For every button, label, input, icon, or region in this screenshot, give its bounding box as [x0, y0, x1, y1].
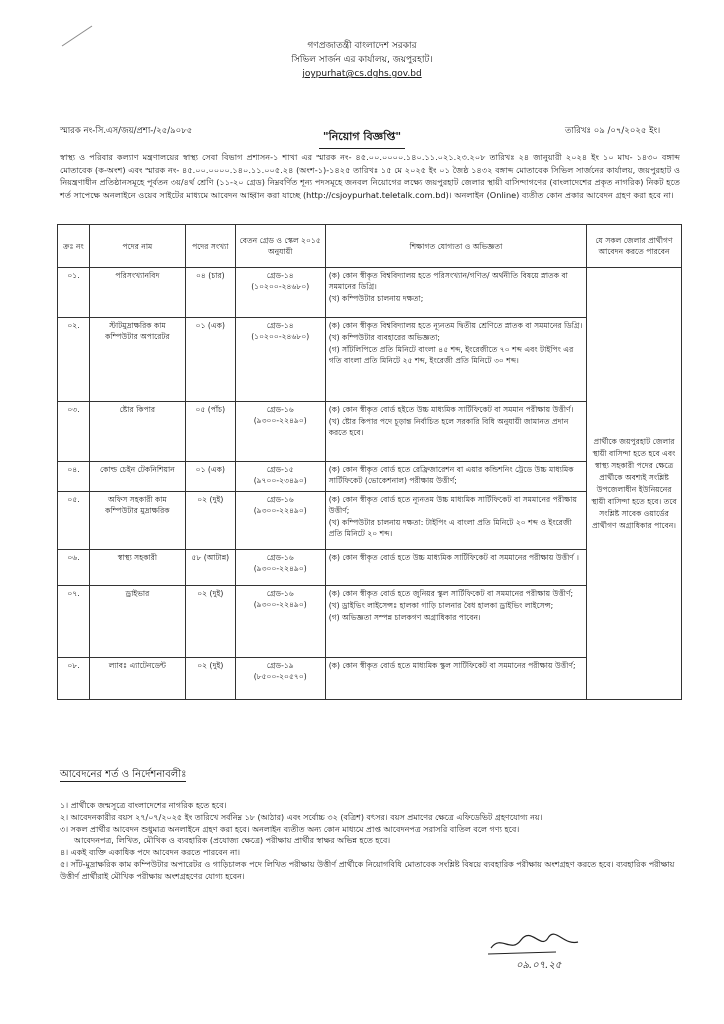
cell-post: স্বাস্থ্য সহকারী: [89, 550, 185, 586]
col-header-eligibility: যে সকল জেলার প্রার্থীগণ আবেদন করতে পারবেন: [587, 225, 682, 268]
header-line-1: গণপ্রজাতন্ত্রী বাংলাদেশ সরকার: [307, 41, 417, 51]
cell-count: ০২ (দুই): [185, 658, 235, 700]
cell-post: ড্রাইভার: [89, 586, 185, 658]
col-header-serial: ক্রঃ নং: [58, 225, 90, 268]
col-header-post: পদের নাম: [89, 225, 185, 268]
cell-count: ০৫ (পাঁচ): [185, 402, 235, 462]
list-item: আবেদনপত্র, লিখিত, মৌখিক ও ব্যবহারিক (প্রযোজ্য ক্ষেত্রে) পরীক্ষায় প্রার্থীর স্বাক্ষর অভিন্ন হতে হবে।: [74, 836, 391, 846]
cell-post: পরিসংখ্যানবিদ: [89, 268, 185, 318]
col-header-grade: বেতন গ্রেড ও স্কেল ২০১৫ অনুযায়ী: [235, 225, 325, 268]
conditions-heading: আবেদনের শর্ত ও নির্দেশনাবলীঃ: [60, 769, 187, 780]
cell-serial: ০১.: [58, 268, 90, 318]
list-item: ৩। সকল প্রার্থীর আবেদন শুধুমাত্র অনলাইনে গ্রহণ করা হবে। অনলাইন ব্যতীত অন্য কোন মাধ্যমে প্রাপ্ত আবেদনপত্র সরাসরি বাতিল বলে গণ্য হবে।: [60, 824, 520, 834]
col-header-count: পদের সংখ্যা: [185, 225, 235, 268]
cell-serial: ০৪.: [58, 462, 90, 492]
cell-count: ০৪ (চার): [185, 268, 235, 318]
cell-qualification: (ক) কোন স্বীকৃত বিশ্ববিদ্যালয় হতে ন্যূনতম দ্বিতীয় শ্রেণিতে স্নাতক বা সমমানের ডিগ্রি। (খ) কম্পিউটার ব্যবহারের অভিজ্ঞতা; (গ) সাঁটলিপিতে প্রতি মিনিটে বাংলা ৪৫ শব্দ, ইংরেজীতে ৭০ শব্দ এবং টাইপিং এর গতি বাংলা প্রতি মিনিটে ২৫ শব্দ, ইংরেজী প্রতি মিনিটে ৩০ শব্দ।: [325, 318, 586, 402]
cell-count: ০২ (দুই): [185, 586, 235, 658]
cell-qualification: (ক) কোন স্বীকৃত বোর্ড হইতে উচ্চ মাধ্যমিক সার্টিফিকেট বা সমমান পরীক্ষায় উত্তীর্ণ। (খ) ষ্টোর কিপার পদে চূড়ান্ত নির্বাচিত হলে সরকারি বিধি অনুযায়ী জামানত প্রদান করতে হবে।: [325, 402, 586, 462]
cell-eligibility: প্রার্থীকে জয়পুরহাট জেলার স্থায়ী বাসিন্দা হতে হবে এবং স্বাস্থ্য সহকারী পদের ক্ষেত্রে প্রার্থীকে অবশ্যই সংশ্লিষ্ট উপজেলাধীন ইউনিয়নের স্থায়ী বাসিন্দা হতে হবে। তবে সংশ্লিষ্ট সাবেক ওয়ার্ডের প্রার্থীগণ অগ্রাধিকার পাবেন।: [587, 268, 682, 700]
cell-qualification: (ক) কোন স্বীকৃত বোর্ড হতে মাধ্যমিক স্কুল সার্টিফিকেট বা সমমানের পরীক্ষায় উত্তীর্ণ;: [325, 658, 586, 700]
list-item: ৫। সাঁট-মুদ্রাক্ষরিক কাম কম্পিউটার অপারেটর ও গাড়িচালক পদে লিখিত পরীক্ষায় উত্তীর্ণ প্রার্থীকে নিয়োগবিধি মোতাবেক সংশ্লিষ্ট বিষয়ে ব্যবহারিক পরীক্ষায় অংশগ্রহণ করতে হবে। ব্যবহারিক পরীক্ষায় উত্তীর্ণ প্রার্থীরাই মৌখিক পরীক্ষায় অংশগ্রহণের যোগ্য হবেন।: [60, 859, 675, 881]
cell-post: কোল্ড চেইন টেকনিশিয়ান: [89, 462, 185, 492]
conditions-list: [60, 800, 685, 883]
cell-grade: গ্রেড-১৬ (৯৩০০-২২৪৯০): [235, 550, 325, 586]
intro-paragraph: স্বাস্থ্য ও পরিবার কল্যাণ মন্ত্রণালয়ের স্বাস্থ্য সেবা বিভাগ প্রশাসন-১ শাখা এর স্মারক নং- ৪৫.০০.০০০০.১৪০.১১.০২১.২৩.২০৮ তারিখঃ ২৪ জানুয়ারী ২০২৪ ইং ১০ মাঘ- ১৪৩০ বঙ্গাব্দ মোতাবেক (ক-অংশ) এবং স্মারক নং- ৪৫.০০.০০০০.১৪০.১১.০০৫.২৪ (অংশ-১)-১৪২৫ তারিখঃ ১৫ মে ২০২৫ ইং ০১ জৈষ্ঠ ১৪৩২ বঙ্গাব্দ মোতাবেক সিভিল সার্জনের কার্যালয়, জয়পুরহাট ও নিয়ন্ত্রণাধীন প্রতিষ্ঠানসমূহে পূর্বতন ৩য়/৪র্থ শ্রেণি (১১-২০ গ্রেড) নিম্নবর্ণিত শূন্য পদসমূহে জনবল নিয়োগের লক্ষ্যে জয়পুরহাট জেলার স্থায়ী বাসিন্দাগণের (বাংলাদেশের প্রকৃত নাগরিক) নিকট হতে শর্ত সাপেক্ষে অনলাইনে ওয়েব সাইটের মাধ্যমে আবেদন আহ্বান করা যাচ্ছে (http://csjoypurhat.teletalk.com.bd)। অনলাইন (Online) ব্যতীত কোন প্রকার আবেদন গ্রহণ করা হবে না।: [60, 152, 680, 200]
cell-count: ৫৮ (আটান্ন): [185, 550, 235, 586]
cell-grade: গ্রেড-১৬ (৯৩০০-২২৪৯০): [235, 586, 325, 658]
cell-serial: ০৬.: [58, 550, 90, 586]
cell-qualification: (ক) কোন স্বীকৃত বোর্ড হতে জুনিয়র স্কুল সার্টিফিকেট বা সমমানের পরীক্ষায় উত্তীর্ণ; (খ) ড্রাইভিং লাইসেন্সঃ হালকা গাড়ি চালনার বৈধ হালকা ড্রাইভিং লাইসেন্স; (গ) অভিজ্ঞতা সম্পন্ন চালকগণ অগ্রাধিকার পাবেন।: [325, 586, 586, 658]
memo-number: স্মারক নং-সি.এস/জয়/প্রশা-/২৫/৯০৮৫: [60, 126, 193, 136]
cell-post: স্টাটমুদ্রাক্ষরিক কাম কম্পিউটার অপারেটর: [89, 318, 185, 402]
cell-qualification: (ক) কোন স্বীকৃত বোর্ড হতে উচ্চ মাধ্যমিক সার্টিফিকেট বা সমমানের পরীক্ষায় উত্তীর্ণ ।: [325, 550, 586, 586]
cell-serial: ০২.: [58, 318, 90, 402]
cell-qualification: (ক) কোন স্বীকৃত বিশ্ববিদ্যালয় হতে পরিসংখ্যান/গণিত/ অর্থনীতি বিষয়ে স্নাতক বা সমমানের ডিগ্রি। (খ) কম্পিউটার চালনায় দক্ষতা;: [325, 268, 586, 318]
signature-block: [486, 930, 596, 980]
list-item: ৪। একই ব্যক্তি একাধিক পদে আবেদন করতে পারবেন না।: [60, 848, 241, 858]
cell-serial: ০৮.: [58, 658, 90, 700]
cell-qualification: (ক) কোন স্বীকৃত বোর্ড হতে রেফ্রিজারেশন বা এয়ার কন্ডিশনিং ট্রেডে উচ্চ মাধ্যমিক সার্টিফিকেট (ভোকেশনাল) পরীক্ষায় উত্তীর্ণ;: [325, 462, 586, 492]
cell-count: ০১ (এক): [185, 462, 235, 492]
cell-qualification: (ক) কোন স্বীকৃত বোর্ড হতে ন্যূনতম উচ্চ মাধ্যমিক সার্টিফিকেট বা সমমানের পরীক্ষায় উত্তীর্ণ; (খ) কম্পিউটার চালনায় দক্ষতা: টাইপিং এ বাংলা প্রতি মিনিটে ২০ শব্দ ও ইংরেজী প্রতি মিনিটে ২০ শব্দ।: [325, 492, 586, 550]
list-item: ১। প্রার্থীকে জন্মসূত্রে বাংলাদেশের নাগরিক হতে হবে।: [60, 801, 227, 810]
posts-table: [57, 224, 682, 700]
header-line-2: সিভিল সার্জন এর কার্যালয়, জয়পুরহাট।: [291, 55, 433, 65]
page-title: "নিয়োগ বিজ্ঞপ্তি": [0, 128, 724, 149]
cell-post: ষ্টোর কিপার: [89, 402, 185, 462]
issue-date: তারিখঃ ০৯ /০৭/২০২৫ ইং।: [565, 126, 661, 136]
cell-post: ল্যাবঃ এ্যাটেনডেন্ট: [89, 658, 185, 700]
cell-post: অফিস সহকারী কাম কম্পিউটার মুদ্রাক্ষরিক: [89, 492, 185, 550]
col-header-qualification: শিক্ষাগত যোগ্যতা ও অভিজ্ঞতা: [325, 225, 586, 268]
cell-grade: গ্রেড-১৫ (৯৭০০-২৩৪৯০): [235, 462, 325, 492]
cell-serial: ০৩.: [58, 402, 90, 462]
cell-grade: গ্রেড-১৪ (১০২০০-২৪৬৮০): [235, 318, 325, 402]
signature-icon: [486, 930, 596, 960]
cell-grade: গ্রেড-১৬ (৯৩০০-২২৪৯০): [235, 492, 325, 550]
cell-grade: গ্রেড-১৬ (৯৩০০-২২৪৯০): [235, 402, 325, 462]
header-email[interactable]: joypurhat@cs.dghs.gov.bd: [302, 69, 422, 79]
table-header-row: [58, 225, 682, 268]
cell-count: ০২ (দুই): [185, 492, 235, 550]
cell-serial: ০৫.: [58, 492, 90, 550]
cell-count: ০১ (এক): [185, 318, 235, 402]
list-item: ২। আবেদনকারীর বয়স ২৭/০৭/২০২৫ ইং তারিখে সর্বনিম্ন ১৮ (আঠার) এবং সর্বোচ্চ ৩২ (বত্রিশ) বৎসর। বয়স প্রমাণের ক্ষেত্রে এফিডেভিট গ্রহণযোগ্য নয়।: [60, 812, 543, 822]
cell-serial: ০৭.: [58, 586, 90, 658]
table-row: [58, 268, 682, 318]
cell-grade: গ্রেড-১৯ (৮৫০০-২০৫৭০): [235, 658, 325, 700]
cell-grade: গ্রেড-১৪ (১০২০০-২৪৬৮০): [235, 268, 325, 318]
signature-date: ০৯.০৭.২৫: [516, 960, 562, 971]
